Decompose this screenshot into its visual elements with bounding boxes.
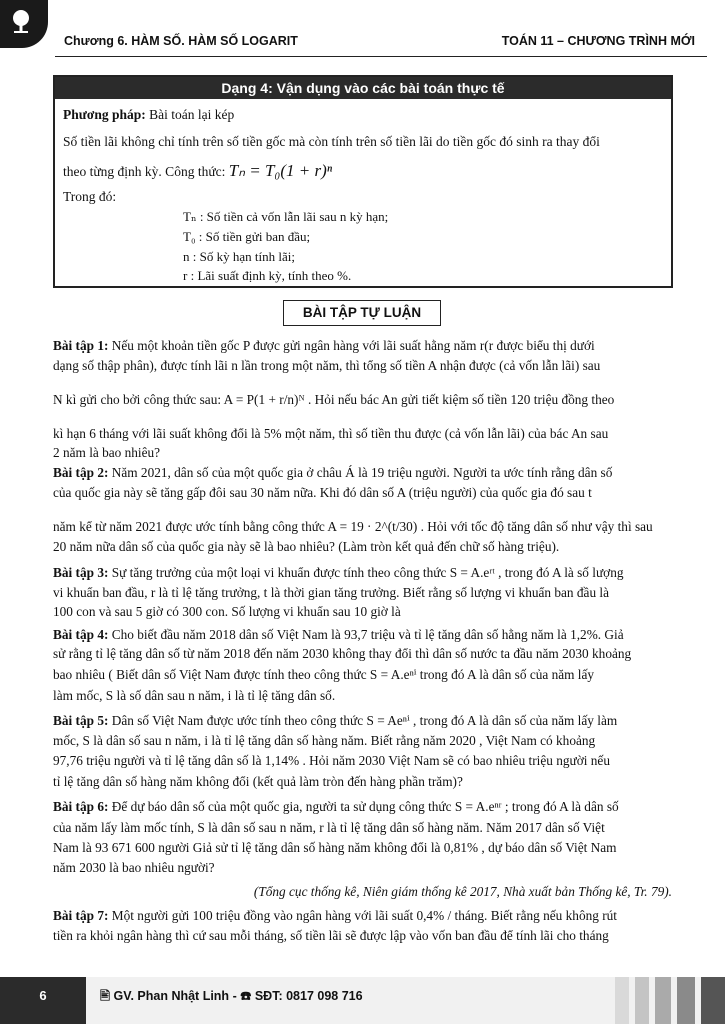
line-text: Nam là 93 671 600 người Giả sử tỉ lệ tăng dân số hàng năm không đổi là 0,81% , dự báo dân số Việt Nam [53, 840, 617, 855]
exercise-label: Bài tập 4: [53, 627, 109, 642]
line-text: tỉ lệ tăng dân số hàng năm không đổi (kết quả làm tròn đến hàng phần trăm)? [53, 774, 463, 789]
line-text: năm 2030 là bao nhiêu người? [53, 860, 215, 875]
line-text: kì hạn 6 tháng với lãi suất không đổi là 5% một năm, thì số tiền thu được (cả vốn lẫn lãi) của bác An sau [53, 426, 609, 441]
separator: - [232, 989, 241, 1003]
line-text: Một người gửi 100 triệu đồng vào ngân hàng với lãi suất 0,4% / tháng. Biết rằng nếu không rút [108, 908, 617, 923]
text-line [53, 713, 617, 729]
method-text: Bài toán lại kép [145, 107, 235, 122]
section-title: BÀI TẬP TỰ LUẬN [283, 300, 441, 326]
line-text: mốc, S là dân số sau n năm, i là tỉ lệ tăng dân số hàng năm. Biết rằng năm 2020 , Việt Nam có khoảng [53, 733, 596, 748]
exercise-label: Bài tập 2: [53, 465, 109, 480]
text-line [53, 627, 624, 643]
text-line [53, 565, 624, 581]
text-line [53, 753, 610, 769]
line-text: Sự tăng trưởng của một loại vi khuẩn được tính theo công thức S = A.eʳᵗ , trong đó A là số lượng [108, 565, 624, 580]
line-text: 97,76 triệu người và tỉ lệ tăng dân số là 1,14% . Hỏi năm 2030 Việt Nam sẽ có bao nhiêu triệu người nếu [53, 753, 610, 768]
compound-formula: Tₙ = T₀(1 + r)ⁿ [228, 161, 333, 180]
deco-bar [677, 977, 695, 1024]
line-text: Năm 2021, dân số của một quốc gia ở châu Á là 19 triệu người. Người ta ước tính rằng dân số [108, 465, 613, 480]
source-citation: (Tổng cục thống kê, Niên giám thống kê 2017, Nhà xuất bản Thống kê, Tr. 79). [253, 884, 672, 899]
line-text: Nếu một khoản tiền gốc P được gửi ngân hàng với lãi suất hằng năm r(r được biểu thị dưới [108, 338, 595, 353]
text-line [53, 799, 619, 815]
text-line [53, 733, 595, 749]
logo [0, 0, 48, 48]
document-icon: 🖹 [100, 989, 111, 1003]
exercise-label: Bài tập 5: [53, 713, 109, 728]
definition-item: Tₙ : Số tiền cả vốn lẫn lãi sau n kỳ hạn; [183, 209, 389, 224]
exercise-label: Bài tập 6: [53, 799, 109, 814]
page-number: 6 [0, 977, 86, 1024]
decorative-bars [615, 977, 725, 1024]
description-line-1: Số tiền lãi không chỉ tính trên số tiền gốc mà còn tính trên số tiền lãi do tiền gốc đó sinh ra thay đổi [63, 134, 600, 149]
exercise-label: Bài tập 7: [53, 908, 109, 923]
text-line [53, 774, 463, 790]
line-text: Để dự báo dân số của một quốc gia, người ta sử dụng công thức S = A.eⁿʳ ; trong đó A là dân số [108, 799, 619, 814]
line-text: sử rằng tỉ lệ tăng dân số từ năm 2018 đến năm 2030 không thay đổi thì dân số nước ta đầu năm 2030 khoảng [53, 646, 632, 661]
deco-bar [701, 977, 725, 1024]
phone-icon: ☎ [240, 989, 252, 1003]
exercise-label: Bài tập 1: [53, 338, 109, 353]
text-line [53, 426, 608, 442]
text-line [53, 820, 605, 836]
deco-bar [635, 977, 649, 1024]
line-text: vi khuẩn ban đầu, r là tỉ lệ tăng trưởng, t là thời gian tăng trưởng. Biết rằng số lượng vi khuẩn ban đầu là [53, 585, 610, 600]
method-line [63, 107, 234, 123]
deco-bar [615, 977, 629, 1024]
page-footer [0, 977, 725, 1024]
line-text: 100 con và sau 5 giờ có 300 con. Số lượng vi khuẩn sau 10 giờ là [53, 604, 401, 619]
definition-item: r : Lãi suất định kỳ, tính theo %. [183, 268, 352, 283]
line-text: của quốc gia này sẽ tăng gấp đôi sau 30 năm nữa. Khi đó dân số A (triệu người) của quốc gia đó sau t [53, 485, 592, 500]
text-line [53, 860, 215, 876]
text-line [53, 358, 600, 374]
text-line [53, 688, 335, 704]
text-line [53, 840, 616, 856]
method-label: Phương pháp: [63, 107, 146, 122]
text-line [53, 519, 653, 535]
page-header [0, 0, 725, 60]
text-line [53, 465, 612, 481]
line-text: Cho biết đầu năm 2018 dân số Việt Nam là 93,7 triệu và tỉ lệ tăng dân số hằng năm là 1,2%. Giả [108, 627, 624, 642]
description-line-2 [63, 161, 332, 181]
where-label: Trong đó: [63, 189, 117, 204]
line-text: của năm lấy làm mốc tính, S là dân số sau n năm, r là tỉ lệ tăng dân số hàng năm. Năm 2017 dân số Việt [53, 820, 605, 835]
text-line [53, 908, 617, 924]
line-text: làm mốc, S là số dân sau n năm, i là tỉ lệ tăng dân số. [53, 688, 336, 703]
author-name: GV. Phan Nhật Linh [113, 989, 230, 1003]
exercise-label: Bài tập 3: [53, 565, 109, 580]
line-text: Dân số Việt Nam được ước tính theo công thức S = Aeⁿⁱ , trong đó A là dân số của năm lấy làm [108, 713, 618, 728]
header-divider [55, 56, 707, 57]
line-text: năm kể từ năm 2021 được ước tính bằng công thức A = 19 · 2^(t/30) . Hỏi với tốc độ tăng dân số như vậy thì sau [53, 519, 653, 534]
description-text: theo từng định kỳ. Công thức: [63, 164, 229, 179]
text-line [53, 539, 559, 555]
line-text: bao nhiêu ( Biết dân số Việt Nam được tính theo công thức S = A.eⁿⁱ trong đó A là dân số của năm lấy [53, 667, 595, 682]
footer-credits [100, 987, 363, 1008]
line-text: 20 năm nữa dân số của quốc gia này sẽ là bao nhiêu? (Làm tròn kết quả đến chữ số hàng triệu). [53, 539, 560, 554]
line-text: N kì gửi cho bởi công thức sau: A = P(1 + r/n)ᴺ . Hỏi nếu bác An gửi tiết kiệm số tiền 120 triệu đồng theo [53, 392, 615, 407]
definition-item: n : Số kỳ hạn tính lãi; [183, 249, 295, 264]
line-text: tiền ra khỏi ngân hàng thì cứ sau mỗi tháng, số tiền lãi sẽ được lập vào vốn ban đầu để tính lãi cho tháng [53, 928, 609, 943]
deco-bar [655, 977, 671, 1024]
text-line [53, 928, 609, 944]
text-line [53, 392, 614, 408]
text-line [53, 667, 594, 683]
phone-number: SĐT: 0817 098 716 [254, 989, 363, 1003]
text-line [53, 585, 609, 601]
text-line [53, 604, 401, 620]
line-text: dạng số thập phân), được tính lãi n lần trong một năm, thì tổng số tiền A nhận được (cả vốn lẫn lãi) sau [53, 358, 601, 373]
method-box [53, 75, 673, 288]
text-line [53, 485, 592, 501]
course-title: TOÁN 11 – CHƯƠNG TRÌNH MỚI [501, 34, 695, 48]
tree-logo-icon [6, 6, 36, 36]
box-title: Dạng 4: Vận dụng vào các bài toán thực tế [55, 77, 671, 99]
text-line [53, 646, 631, 662]
text-line [53, 445, 160, 461]
definition-item: T₀ : Số tiền gửi ban đầu; [183, 229, 311, 244]
text-line [53, 338, 595, 354]
line-text: 2 năm là bao nhiêu? [53, 445, 161, 460]
chapter-title: Chương 6. HÀM SỐ. HÀM SỐ LOGARIT [64, 34, 298, 48]
